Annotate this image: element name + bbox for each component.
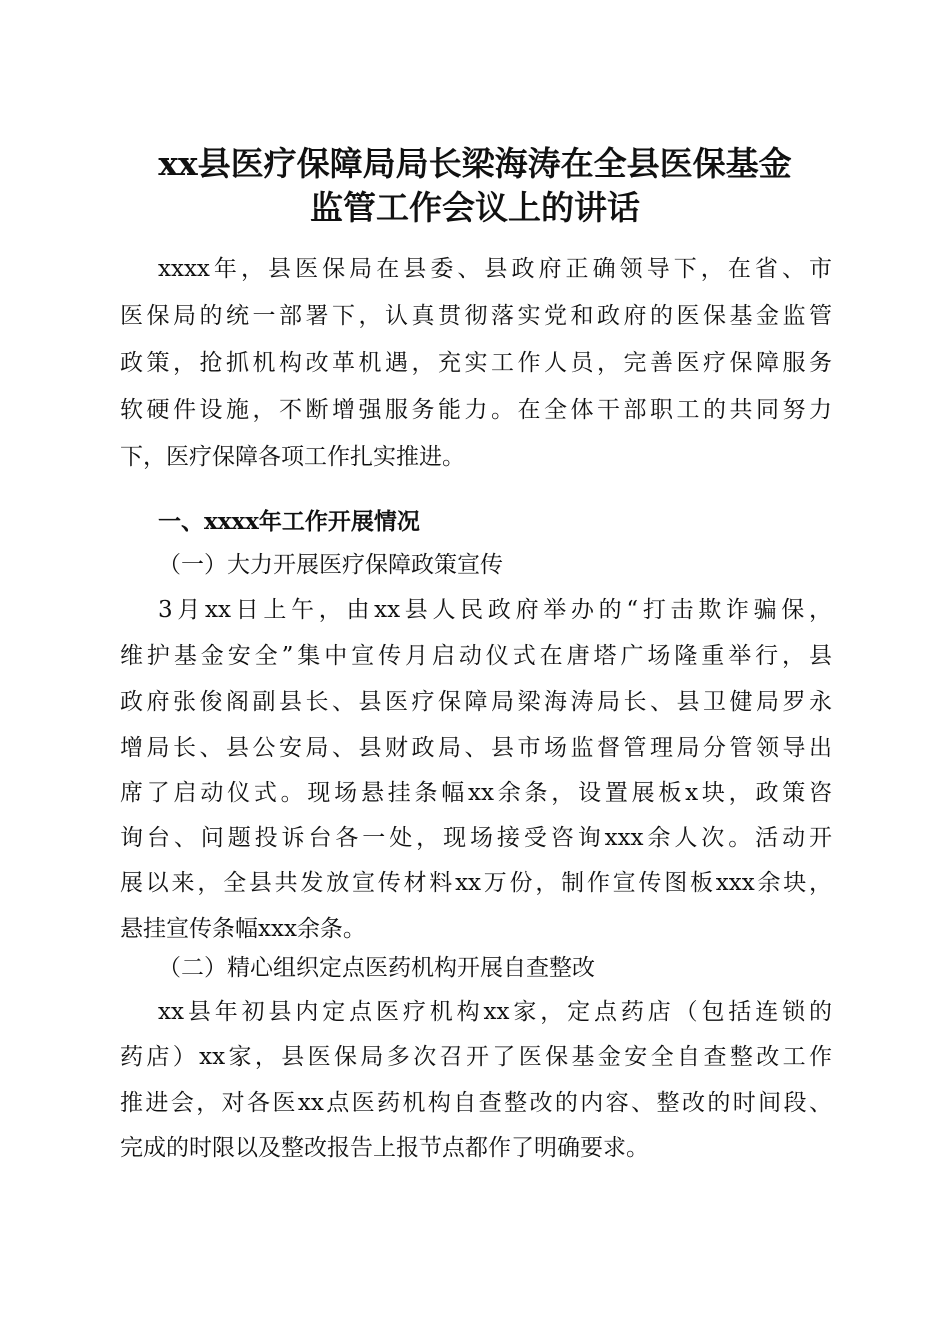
paragraph-3-line-1: xx县年初县内定点医疗机构xx家，定点药店（包括连锁的 [158,999,832,1025]
paragraph-1-line-4: 软硬件设施，不断增强服务能力。在全体干部职工的共同努力 [120,397,832,423]
paragraph-1-line-3: 政策，抢抓机构改革机遇，充实工作人员，完善医疗保障服务 [120,350,832,376]
paragraph-2-line-7: 展以来，全县共发放宣传材料xx万份，制作宣传图板xxx余块， [120,870,832,896]
paragraph-2-line-3: 政府张俊阁副县长、县医疗保障局梁海涛局长、县卫健局罗永 [120,689,832,715]
paragraph-1-line-2: 医保局的统一部署下，认真贯彻落实党和政府的医保基金监管 [120,303,832,329]
subsection-1-heading: （一）大力开展医疗保障政策宣传 [158,552,503,578]
paragraph-3-line-2: 药店）xx家，县医保局多次召开了医保基金安全自查整改工作 [120,1044,832,1070]
paragraph-2-line-4: 增局长、县公安局、县财政局、县市场监督管理局分管领导出 [120,735,832,761]
paragraph-2-line-8: 悬挂宣传条幅xxx余条。 [120,916,366,942]
document-title-line-2: 监管工作会议上的讲话 [310,188,640,227]
paragraph-2-line-1: 3月xx日上午，由xx县人民政府举办的“打击欺诈骗保， [158,597,832,623]
paragraph-1-line-1: xxxx年，县医保局在县委、县政府正确领导下，在省、市 [158,256,832,282]
section-1-heading: 一、xxxx年工作开展情况 [158,508,420,535]
subsection-2-heading: （二）精心组织定点医药机构开展自查整改 [158,955,595,981]
paragraph-2-line-2: 维护基金安全”集中宣传月启动仪式在唐塔广场隆重举行，县 [120,643,832,669]
paragraph-2-line-6: 询台、问题投诉台各一处，现场接受咨询xxx余人次。活动开 [120,825,832,851]
paragraph-3-line-4: 完成的时限以及整改报告上报节点都作了明确要求。 [120,1135,649,1161]
paragraph-1-line-5: 下，医疗保障各项工作扎实推进。 [120,444,465,470]
document-title-line-1: xx县医疗保障局局长梁海涛在全县医保基金 [158,144,792,183]
paragraph-3-line-3: 推进会，对各医xx点医药机构自查整改的内容、整改的时间段、 [120,1090,832,1116]
paragraph-2-line-5: 席了启动仪式。现场悬挂条幅xx余条，设置展板x块，政策咨 [120,780,832,806]
